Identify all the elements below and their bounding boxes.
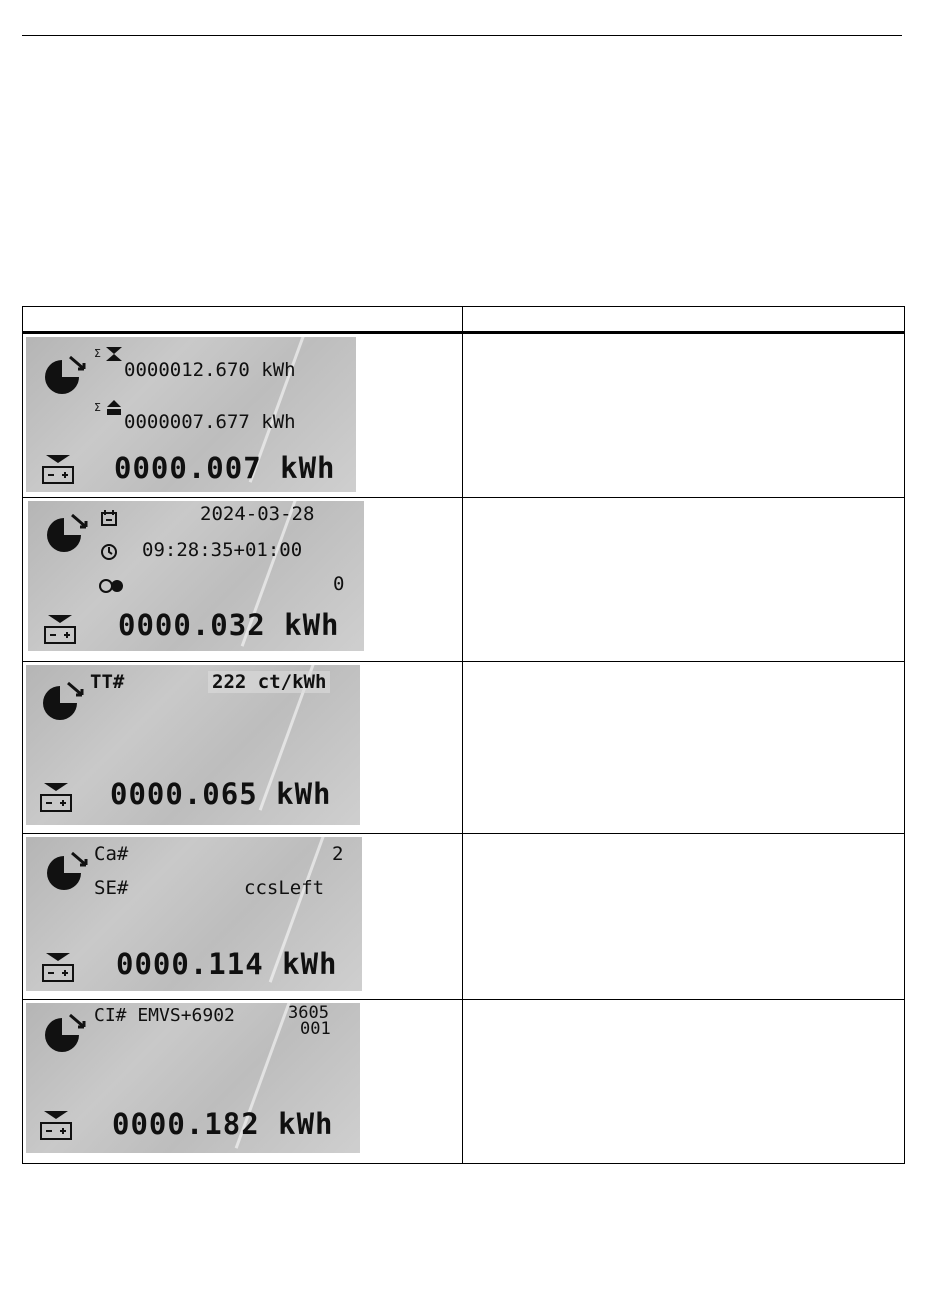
table-header-row — [23, 307, 905, 333]
pie-chart-icon — [42, 513, 92, 555]
session-energy: 0000.065 kWh — [110, 777, 332, 811]
header-rule — [22, 35, 902, 36]
se-label: SE# — [94, 877, 129, 899]
clock-icon — [100, 543, 118, 561]
session-energy: 0000.007 kWh — [114, 451, 336, 485]
export-total-reading: 0000007.677 kWh — [124, 411, 296, 433]
calendar-icon — [100, 509, 118, 527]
battery-charge-icon — [40, 951, 76, 985]
table-row — [23, 333, 905, 498]
pie-chart-icon — [42, 851, 92, 893]
session-energy: 0000.182 kWh — [112, 1107, 334, 1141]
screen-cell — [23, 834, 463, 1000]
screen-cell — [23, 662, 463, 834]
header-cell-screen — [23, 307, 463, 333]
table-row — [23, 662, 905, 834]
tariff-reading: 222 ct/kWh — [208, 671, 330, 693]
battery-charge-icon — [40, 453, 76, 487]
date-reading: 2024-03-28 — [200, 503, 315, 525]
screen-cell — [23, 1000, 463, 1164]
lcd-screen — [26, 1003, 360, 1153]
description-cell — [463, 333, 905, 498]
battery-charge-icon — [38, 781, 74, 815]
lcd-screen — [26, 665, 360, 825]
lcd-screen — [26, 837, 362, 991]
svg-text:Σ: Σ — [94, 401, 101, 414]
timer-icon — [98, 577, 126, 595]
table-row — [23, 1000, 905, 1164]
pie-chart-icon — [40, 355, 90, 397]
time-reading: 09:28:35+01:00 — [142, 539, 303, 561]
pie-chart-icon — [40, 1013, 90, 1055]
import-total-reading: 0000012.670 kWh — [124, 359, 296, 381]
ci-value-top: 3605 — [288, 1003, 329, 1023]
ci-reading: CI# EMVS+6902 — [94, 1005, 235, 1026]
battery-charge-icon — [42, 613, 78, 647]
svg-text:Σ: Σ — [94, 347, 101, 360]
description-cell — [463, 662, 905, 834]
screen-cell — [23, 498, 463, 662]
tariff-label: TT# — [90, 671, 125, 693]
sum-import-icon — [94, 345, 124, 363]
se-reading: ccsLeft — [244, 877, 325, 899]
header-cell-description — [463, 307, 905, 333]
pie-chart-icon — [38, 681, 88, 723]
ci-value-bottom: 001 — [300, 1019, 331, 1039]
sum-export-icon — [94, 399, 124, 417]
description-cell — [463, 498, 905, 662]
battery-charge-icon — [38, 1109, 74, 1143]
table-row — [23, 834, 905, 1000]
counter-reading: 0 — [333, 573, 345, 595]
lcd-screen — [26, 337, 356, 492]
display-screens-table — [22, 306, 905, 1164]
session-energy: 0000.114 kWh — [116, 947, 338, 981]
screen-cell — [23, 333, 463, 498]
session-energy: 0000.032 kWh — [118, 608, 340, 642]
ca-label: Ca# — [94, 843, 129, 865]
lcd-screen — [28, 501, 364, 651]
table-row — [23, 498, 905, 662]
description-cell — [463, 1000, 905, 1164]
ca-reading: 2 — [332, 843, 344, 865]
description-cell — [463, 834, 905, 1000]
